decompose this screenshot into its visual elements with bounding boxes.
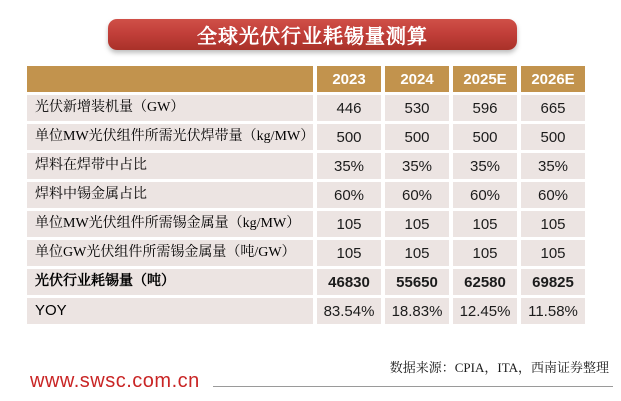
- cell-value: 105: [453, 211, 517, 237]
- row-label: 单位GW光伏组件所需锡金属量（吨/GW）: [27, 240, 313, 266]
- cell-value: 446: [317, 95, 381, 121]
- cell-value: 105: [385, 240, 449, 266]
- table-row: [27, 153, 585, 179]
- row-label: 光伏新增装机量（GW）: [27, 95, 313, 121]
- cell-value: 105: [385, 211, 449, 237]
- website-link[interactable]: www.swsc.com.cn: [30, 370, 200, 392]
- cell-value: 105: [521, 211, 585, 237]
- cell-value: 60%: [521, 182, 585, 208]
- row-label: 焊料中锡金属占比: [27, 182, 313, 208]
- cell-value: 18.83%: [385, 298, 449, 324]
- cell-value: 12.45%: [453, 298, 517, 324]
- cell-value: 500: [385, 124, 449, 150]
- table-row-yoy: [27, 298, 585, 324]
- header-cell-2023: 2023: [317, 66, 381, 92]
- cell-value: 105: [521, 240, 585, 266]
- cell-value: 500: [317, 124, 381, 150]
- row-label: 焊料在焊带中占比: [27, 153, 313, 179]
- row-label: 光伏行业耗锡量（吨）: [27, 269, 313, 295]
- cell-value: 83.54%: [317, 298, 381, 324]
- cell-value: 35%: [317, 153, 381, 179]
- cell-value: 11.58%: [521, 298, 585, 324]
- title-banner: [108, 19, 517, 50]
- cell-value: 60%: [453, 182, 517, 208]
- row-label: 单位MW光伏组件所需光伏焊带量（kg/MW）: [27, 124, 313, 150]
- table-row: [27, 211, 585, 237]
- row-label: 单位MW光伏组件所需锡金属量（kg/MW）: [27, 211, 313, 237]
- cell-value: 60%: [385, 182, 449, 208]
- table-header-row: [27, 66, 585, 92]
- cell-value: 530: [385, 95, 449, 121]
- cell-value: 55650: [385, 269, 449, 295]
- row-label: YOY: [27, 298, 313, 324]
- cell-value: 46830: [317, 269, 381, 295]
- cell-value: 35%: [521, 153, 585, 179]
- table-row: [27, 182, 585, 208]
- page-title: 全球光伏行业耗锡量测算: [197, 26, 428, 48]
- header-cell-2026e: 2026E: [521, 66, 585, 92]
- cell-value: 665: [521, 95, 585, 121]
- header-cell-2025e: 2025E: [453, 66, 517, 92]
- table-row: [27, 124, 585, 150]
- footer-divider: [213, 386, 613, 387]
- data-source-note: 数据来源：CPIA，ITA，西南证券整理: [389, 360, 609, 375]
- cell-value: 596: [453, 95, 517, 121]
- cell-value: 62580: [453, 269, 517, 295]
- cell-value: 35%: [453, 153, 517, 179]
- table-row: [27, 95, 585, 121]
- header-cell-2024: 2024: [385, 66, 449, 92]
- header-cell-empty: [27, 66, 313, 92]
- cell-value: 500: [453, 124, 517, 150]
- cell-value: 105: [317, 211, 381, 237]
- cell-value: 105: [453, 240, 517, 266]
- table-row-total: [27, 269, 585, 295]
- tin-consumption-table: [23, 63, 589, 327]
- cell-value: 60%: [317, 182, 381, 208]
- cell-value: 500: [521, 124, 585, 150]
- cell-value: 105: [317, 240, 381, 266]
- table-row: [27, 240, 585, 266]
- cell-value: 69825: [521, 269, 585, 295]
- cell-value: 35%: [385, 153, 449, 179]
